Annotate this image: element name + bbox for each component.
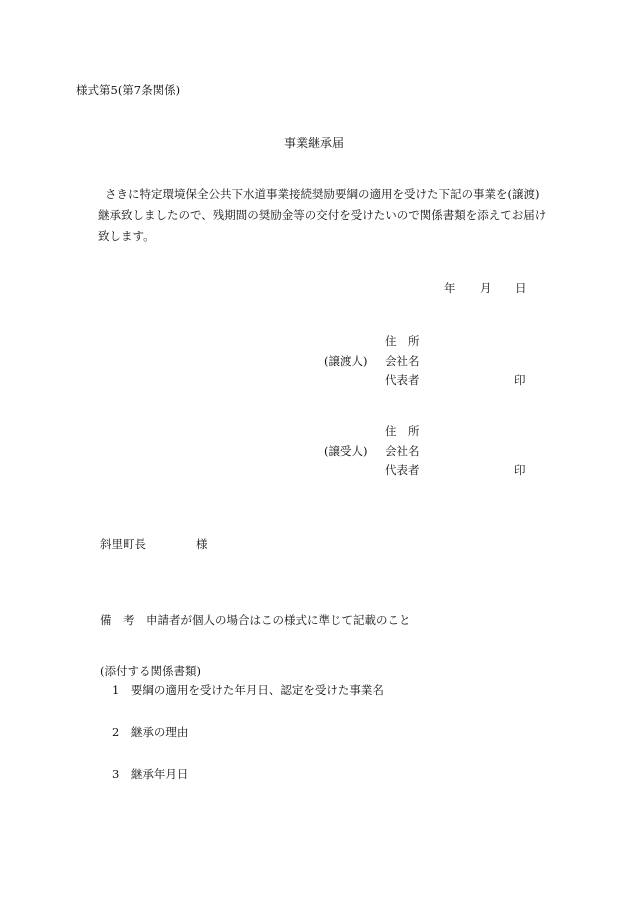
date-month: 月 [480,281,492,295]
date-year: 年 [444,281,456,295]
body-line-2: 継承致しましたので、残期間の奨励金等の交付を受けたいので関係書類を添えてお届け [98,208,547,222]
addressee-name: 斜里町長 [100,537,146,551]
transferee-seal: 印 [514,463,526,477]
transferor-seal: 印 [514,373,526,387]
document-title: 事業継承届 [284,136,345,150]
body-line-3: 致します。 [98,229,155,243]
addressee-honorific: 様 [196,537,208,551]
attachment-item-1: 1 要綱の適用を受けた年月日、認定を受けた事業名 [112,683,384,697]
transferor-representative-label: 代表者 [385,373,420,387]
transferor-company-label: 会社名 [385,354,420,368]
transferee-representative-label: 代表者 [385,463,420,477]
form-number: 様式第5(第7条関係) [76,83,181,97]
transferor-role: (譲渡人) [324,354,368,368]
attachment-item-2: 2 継承の理由 [112,725,189,739]
transferee-company-label: 会社名 [385,444,420,458]
transferee-address-label: 住 所 [385,424,420,438]
body-line-1: さきに特定環境保全公共下水道事業接続奨励要綱の適用を受けた下記の事業を(譲渡) [105,187,540,201]
date-day: 日 [515,281,527,295]
attachments-heading: (添付する関係書類) [100,664,201,678]
transferee-role: (譲受人) [324,444,368,458]
body-paragraph [92,184,562,247]
attachment-item-3: 3 継承年月日 [112,767,189,781]
remarks: 備 考 申請者が個人の場合はこの様式に準じて記載のこと [100,613,411,627]
transferor-address-label: 住 所 [385,334,420,348]
